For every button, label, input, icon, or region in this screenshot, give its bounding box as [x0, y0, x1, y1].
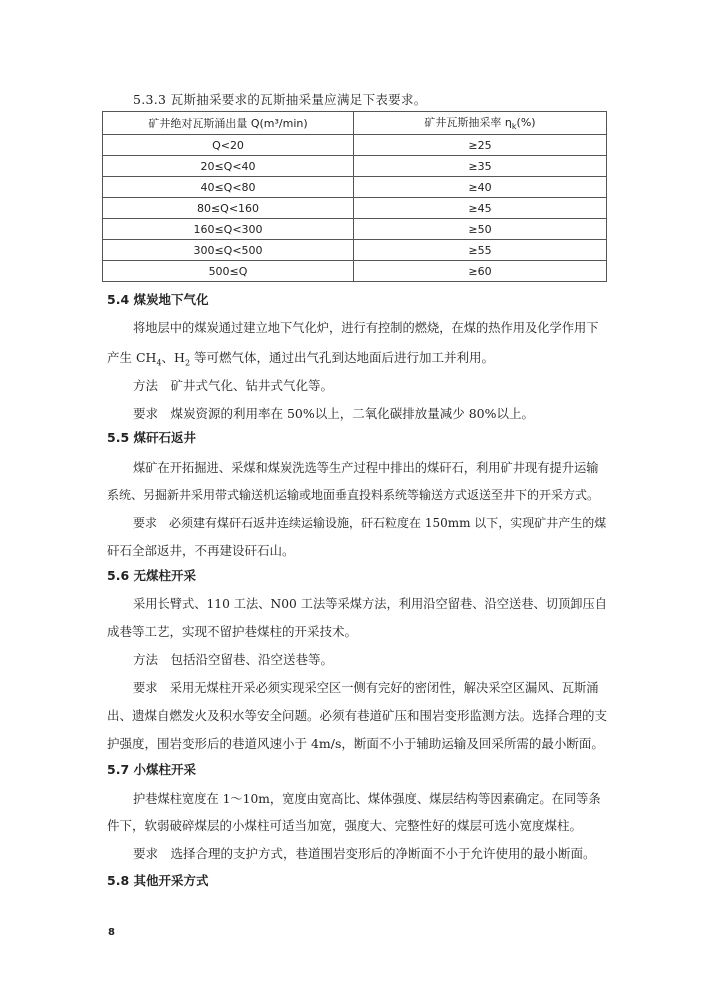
- table-intro: 5.3.3 瓦斯抽采要求的瓦斯抽采量应满足下表要求。: [133, 92, 427, 107]
- table-row: [103, 135, 607, 156]
- cell-q: 500≤Q: [103, 261, 354, 282]
- requirement-line: 要求 选择合理的支护方式，巷道围岩变形后的净断面不小于允许使用的最小断面。: [133, 846, 596, 861]
- cell-q: 40≤Q<80: [103, 177, 354, 198]
- text-span: 、H: [161, 350, 185, 365]
- paragraph-line: 煤矿在开拓掘进、采煤和煤炭洗选等生产过程中排出的煤矸石，利用矿井现有提升运输: [133, 461, 599, 475]
- paragraph-line: 件下，软弱破碎煤层的小煤柱可适当加宽，强度大、完整性好的煤层可选小宽度煤柱。: [107, 818, 583, 833]
- requirement-line: 出、遗煤自燃发火及积水等安全问题。必须有巷道矿压和围岩变形监测方法。选择合理的支: [107, 708, 608, 723]
- requirement-line: 护强度，围岩变形后的巷道风速小于 4m/s，断面不小于辅助运输及回采所需的最小断面。: [107, 736, 604, 751]
- requirement-line: 要求 必须建有煤矸石返井连续运输设施，矸石粒度在 150mm 以下，实现矿井产生的煤: [133, 516, 607, 530]
- section-heading-5-8: 5.8 其他开采方式: [107, 873, 209, 888]
- paragraph-line: 系统、另掘新井采用带式输送机运输或地面垂直投料系统等输送方式返送至井下的开采方式。: [107, 488, 600, 502]
- table-row: [103, 219, 607, 240]
- header-unit: (%): [516, 116, 536, 130]
- cell-rate: ≥55: [354, 240, 607, 261]
- gas-extraction-table: [102, 111, 607, 282]
- method-line: 方法 包括沿空留巷、沿空送巷等。: [133, 652, 334, 667]
- header-eta-sub: k: [511, 122, 517, 132]
- table-row: [103, 261, 607, 282]
- paragraph-line: 采用长臂式、110 工法、N00 工法等采煤方法，利用沿空留巷、沿空送巷、切顶卸压自: [133, 597, 607, 611]
- cell-rate: ≥50: [354, 219, 607, 240]
- header-eta: 矿井瓦斯抽采率 η: [424, 116, 512, 130]
- section-heading-5-6: 5.6 无煤柱开采: [107, 568, 196, 583]
- subscript: 4: [156, 358, 162, 368]
- table-row: [103, 240, 607, 261]
- cell-q: 80≤Q<160: [103, 198, 354, 219]
- cell-q: 160≤Q<300: [103, 219, 354, 240]
- cell-rate: ≥45: [354, 198, 607, 219]
- cell-rate: ≥25: [354, 135, 607, 156]
- paragraph-line: 护巷煤柱宽度在 1～10m，宽度由宽高比、煤体强度、煤层结构等因素确定。在同等条: [133, 792, 601, 806]
- requirement-line: 要求 采用无煤柱开采必须实现采空区一侧有完好的密闭性，解决采空区漏风、瓦斯涌: [133, 681, 599, 695]
- header-extraction-rate: [354, 112, 607, 135]
- paragraph-line: 成巷等工艺，实现不留护巷煤柱的开采技术。: [107, 624, 358, 639]
- paragraph-line: [107, 348, 494, 368]
- table-row: [103, 198, 607, 219]
- table-row: [103, 177, 607, 198]
- cell-q: Q<20: [103, 135, 354, 156]
- cell-rate: ≥60: [354, 261, 607, 282]
- section-heading-5-7: 5.7 小煤柱开采: [107, 762, 196, 777]
- text-span: 等可燃气体，通过出气孔到达地面后进行加工并利用。: [190, 350, 495, 365]
- table-header-row: [103, 112, 607, 135]
- text-span: 产生 CH: [107, 350, 157, 365]
- cell-q: 300≤Q<500: [103, 240, 354, 261]
- requirement-line: 矸石全部返井，不再建设矸石山。: [107, 543, 295, 558]
- requirement-line: 要求 煤炭资源的利用率在 50%以上，二氧化碳排放量减少 80%以上。: [133, 406, 535, 421]
- section-heading-5-5: 5.5 煤矸石返井: [107, 430, 196, 445]
- cell-rate: ≥35: [354, 156, 607, 177]
- cell-q: 20≤Q<40: [103, 156, 354, 177]
- header-gas-emission: 矿井绝对瓦斯涌出量 Q(m³/min): [103, 112, 354, 135]
- method-line: 方法 矿井式气化、钻井式气化等。: [133, 378, 334, 393]
- page-number: 8: [108, 927, 115, 938]
- table-row: [103, 156, 607, 177]
- section-heading-5-4: 5.4 煤炭地下气化: [107, 292, 209, 307]
- paragraph-line: 将地层中的煤炭通过建立地下气化炉，进行有控制的燃烧，在煤的热作用及化学作用下: [133, 321, 599, 335]
- subscript: 2: [184, 358, 191, 368]
- cell-rate: ≥40: [354, 177, 607, 198]
